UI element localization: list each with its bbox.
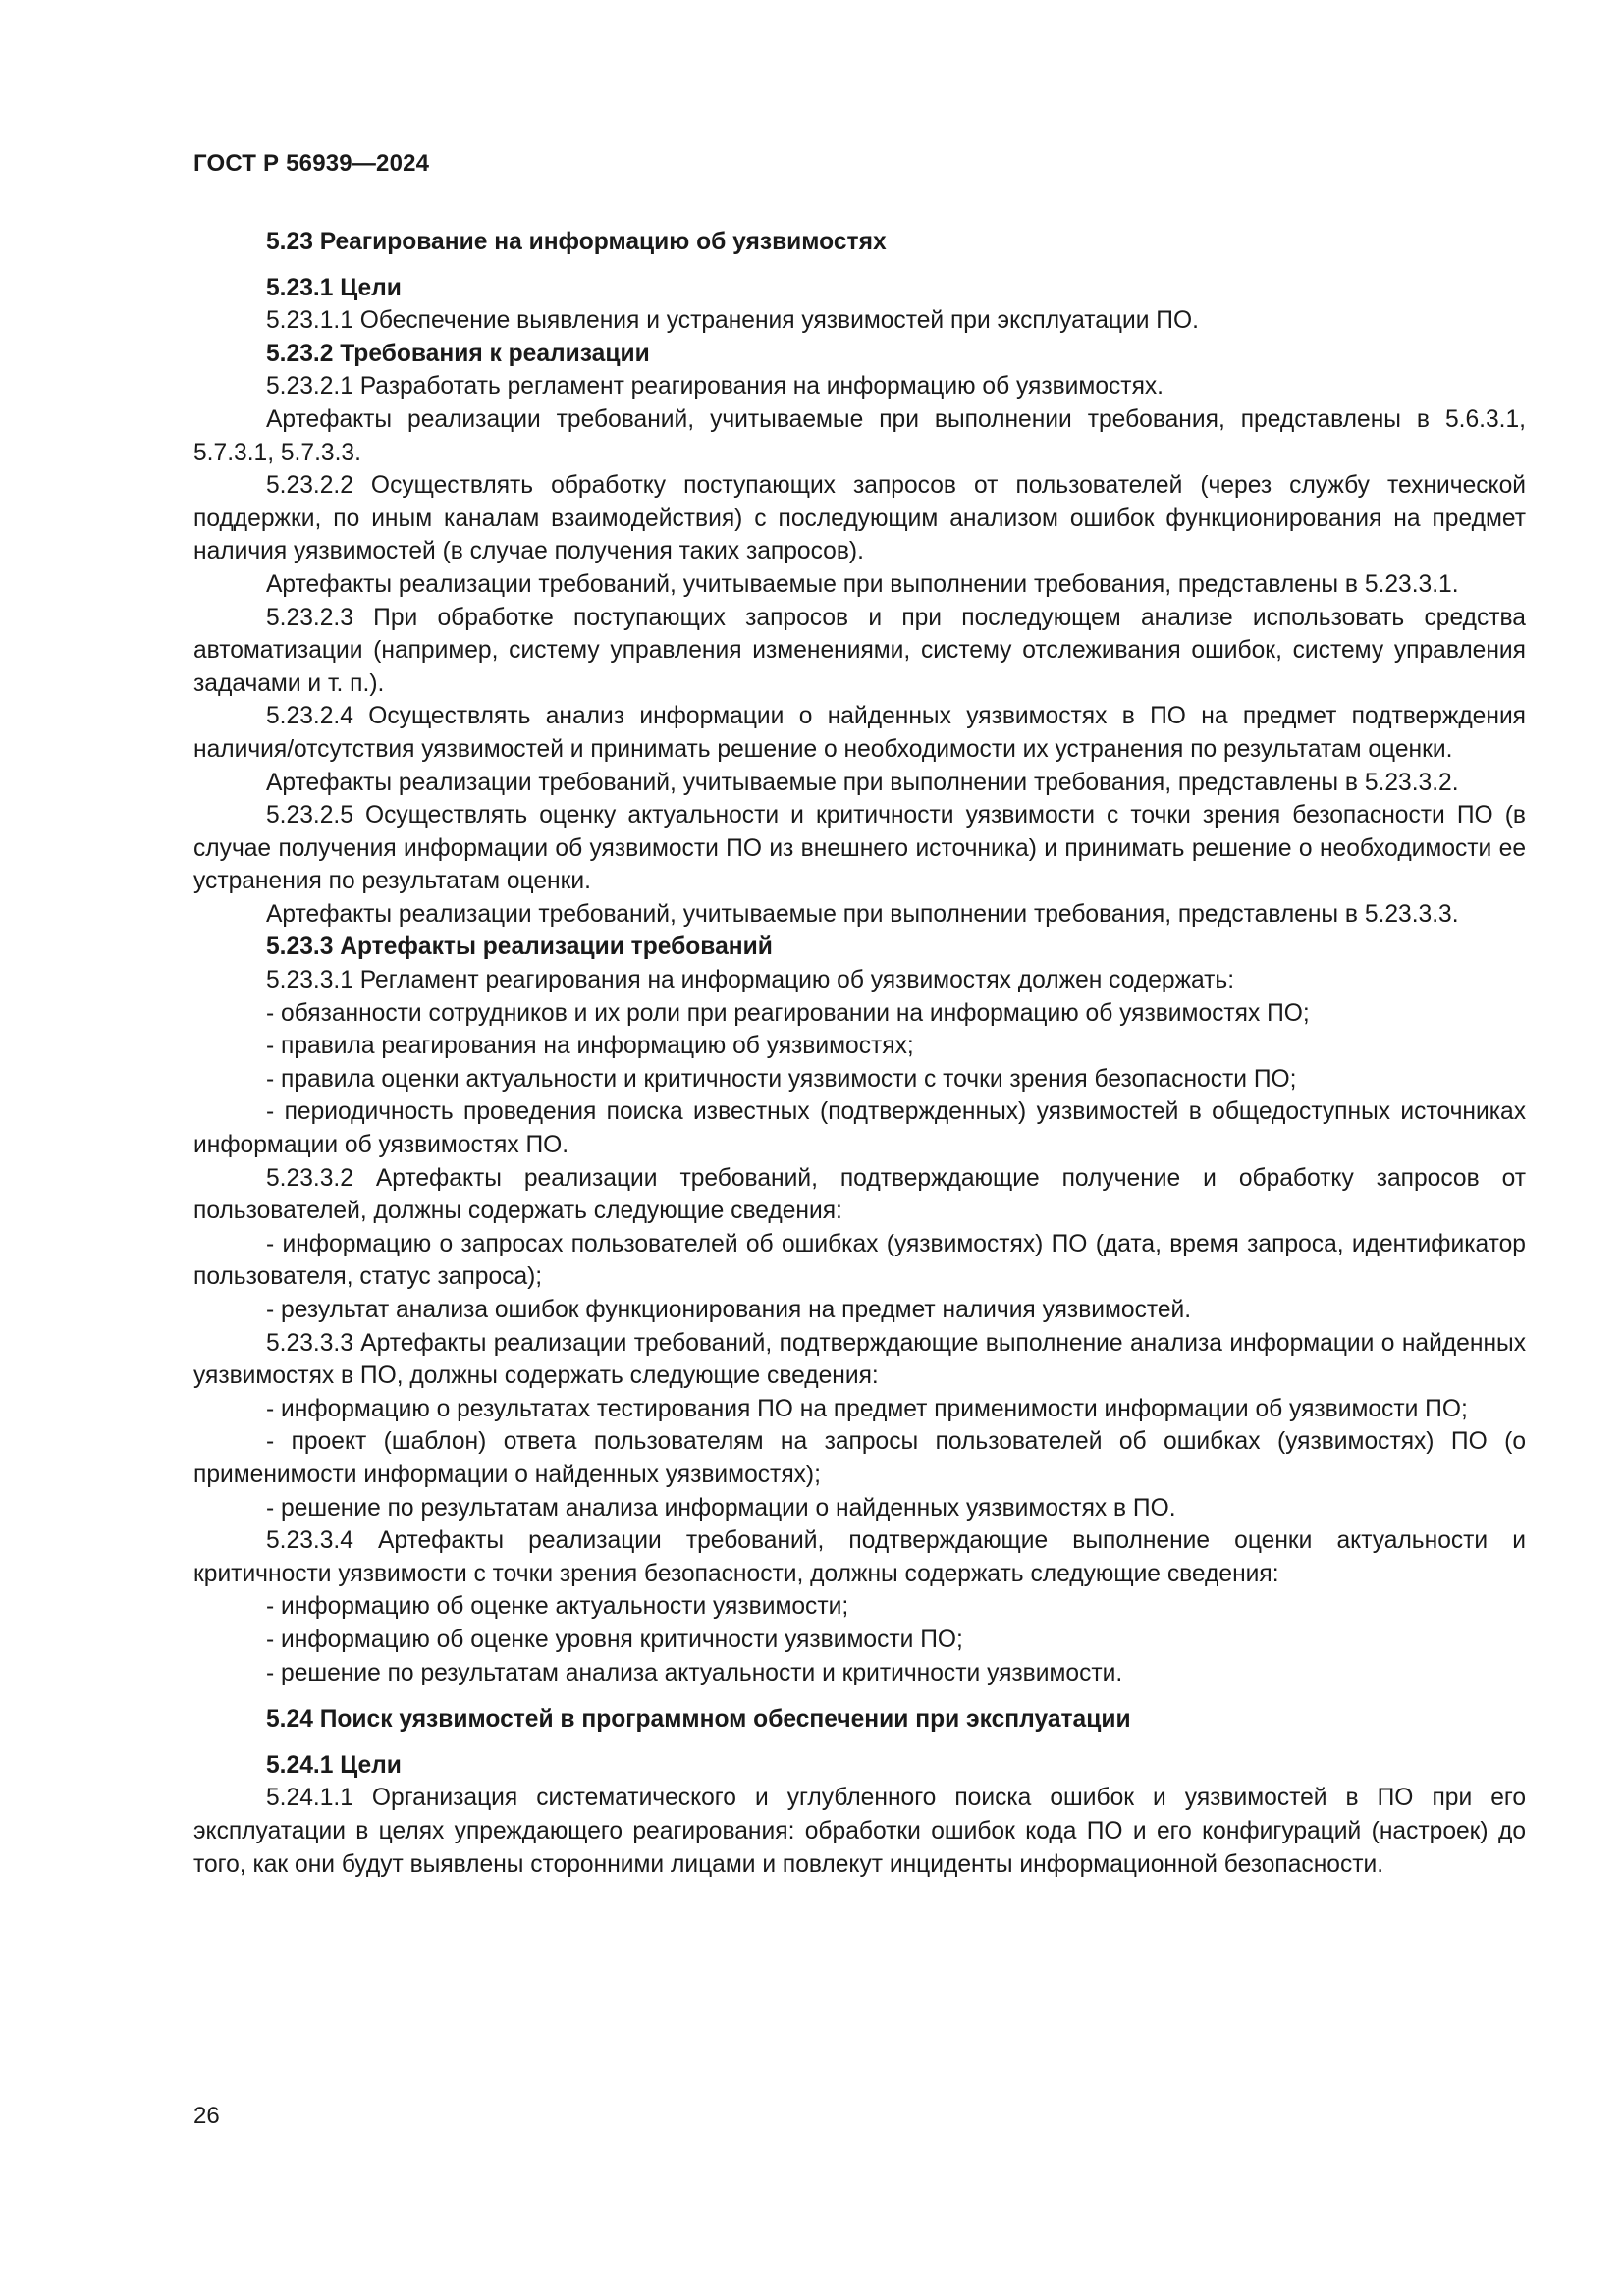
list-item: - периодичность проведения поиска известных (подтвержденных) уязвимостей в общедоступных источниках информации об уязвимостях ПО. [193,1098,1526,1159]
list-item: - информацию об оценке уровня критичности уязвимости ПО; [266,1626,963,1653]
list-item: - результат анализа ошибок функционирования на предмет наличия уязвимостей. [266,1297,1192,1323]
subsection-heading: 5.23.2 Требования к реализации [266,340,650,367]
section-heading: 5.23 Реагирование на информацию об уязвимостях [266,229,887,255]
paragraph: 5.23.2.4 Осуществлять анализ информации о найденных уязвимостях в ПО на предмет подтверждения наличия/отсутствия уязвимостей и принимать решение о необходимости их устранения по результатам оценки. [193,703,1526,763]
list-item: - решение по результатам анализа информации о найденных уязвимостях в ПО. [266,1494,1176,1522]
document-header: ГОСТ Р 56939—2024 [193,150,430,177]
list-item: - правила реагирования на информацию об уязвимостях; [266,1033,914,1060]
list-item: - обязанности сотрудников и их роли при реагировании на информацию об уязвимостях ПО; [266,999,1310,1027]
paragraph: 5.23.2.1 Разработать регламент реагирования на информацию об уязвимостях. [266,373,1164,400]
subsection-heading: 5.23.3 Артефакты реализации требований [266,934,773,961]
paragraph: 5.24.1.1 Организация систематического и углубленного поиска ошибок и уязвимостей в ПО при его эксплуатации в целях упреждающего реагирования: обработки ошибок кода ПО и его конфигураций (настроек) до того, как они будут выявлены сторонними лицами и повлекут инциденты информационной безопасности. [193,1785,1526,1878]
list-item: - информацию о результатах тестирования ПО на предмет применимости информации об уязвимости ПО; [266,1395,1468,1422]
paragraph: 5.23.3.3 Артефакты реализации требований, подтверждающие выполнение анализа информации о найденных уязвимостях в ПО, должны содержать следующие сведения: [193,1329,1526,1390]
list-item: - проект (шаблон) ответа пользователям на запросы пользователей об ошибках (уязвимостях) ПО (о применимости информации о найденных уязвимостях); [193,1428,1526,1488]
paragraph: 5.23.2.5 Осуществлять оценку актуальности и критичности уязвимости с точки зрения безопасности ПО (в случае получения информации об уязвимости ПО из внешнего источника) и принимать решение о необходимости ее устранения по результатам оценки. [193,802,1526,895]
section-heading: 5.24 Поиск уязвимостей в программном обеспечении при эксплуатации [266,1706,1131,1734]
paragraph: Артефакты реализации требований, учитываемые при выполнении требования, представлены в 5.23.3.1. [266,570,1459,598]
paragraph: Артефакты реализации требований, учитываемые при выполнении требования, представлены в 5.23.3.2. [266,769,1459,796]
list-item: - правила оценки актуальности и критичности уязвимости с точки зрения безопасности ПО; [266,1065,1297,1093]
paragraph: 5.23.2.3 При обработке поступающих запросов и при последующем анализе использовать средства автоматизации (например, систему управления изменениями, систему отслеживания ошибок, систему управления задачами и т. п.). [193,604,1526,697]
paragraph: Артефакты реализации требований, учитываемые при выполнении требования, представлены в 5.6.3.1, 5.7.3.1, 5.7.3.3. [193,405,1526,466]
paragraph: 5.23.3.2 Артефакты реализации требований, подтверждающие получение и обработку запросов от пользователей, должны содержать следующие сведения: [193,1164,1526,1225]
paragraph: 5.23.3.1 Регламент реагирования на информацию об уязвимостях должен содержать: [266,967,1235,994]
list-item: - информацию о запросах пользователей об ошибках (уязвимостях) ПО (дата, время запроса, идентификатор пользователя, статус запроса); [193,1230,1526,1291]
subsection-heading: 5.23.1 Цели [266,274,402,301]
list-item: - решение по результатам анализа актуальности и критичности уязвимости. [266,1659,1123,1686]
paragraph: 5.23.2.2 Осуществлять обработку поступающих запросов от пользователей (через службу технической поддержки, по иным каналам взаимодействия) с последующим анализом ошибок функционирования на предмет наличия уязвимостей (в случае получения таких запросов). [193,472,1526,565]
document-body [193,226,1526,1881]
paragraph: 5.23.1.1 Обеспечение выявления и устранения уязвимостей при эксплуатации ПО. [266,307,1199,335]
page-number: 26 [193,2103,220,2129]
list-item: - информацию об оценке актуальности уязвимости; [266,1593,849,1621]
paragraph: 5.23.3.4 Артефакты реализации требований, подтверждающие выполнение оценки актуальности и критичности уязвимости с точки зрения безопасности, должны содержать следующие сведения: [193,1527,1526,1587]
subsection-heading: 5.24.1 Цели [266,1751,402,1779]
paragraph: Артефакты реализации требований, учитываемые при выполнении требования, представлены в 5.23.3.3. [266,900,1459,928]
